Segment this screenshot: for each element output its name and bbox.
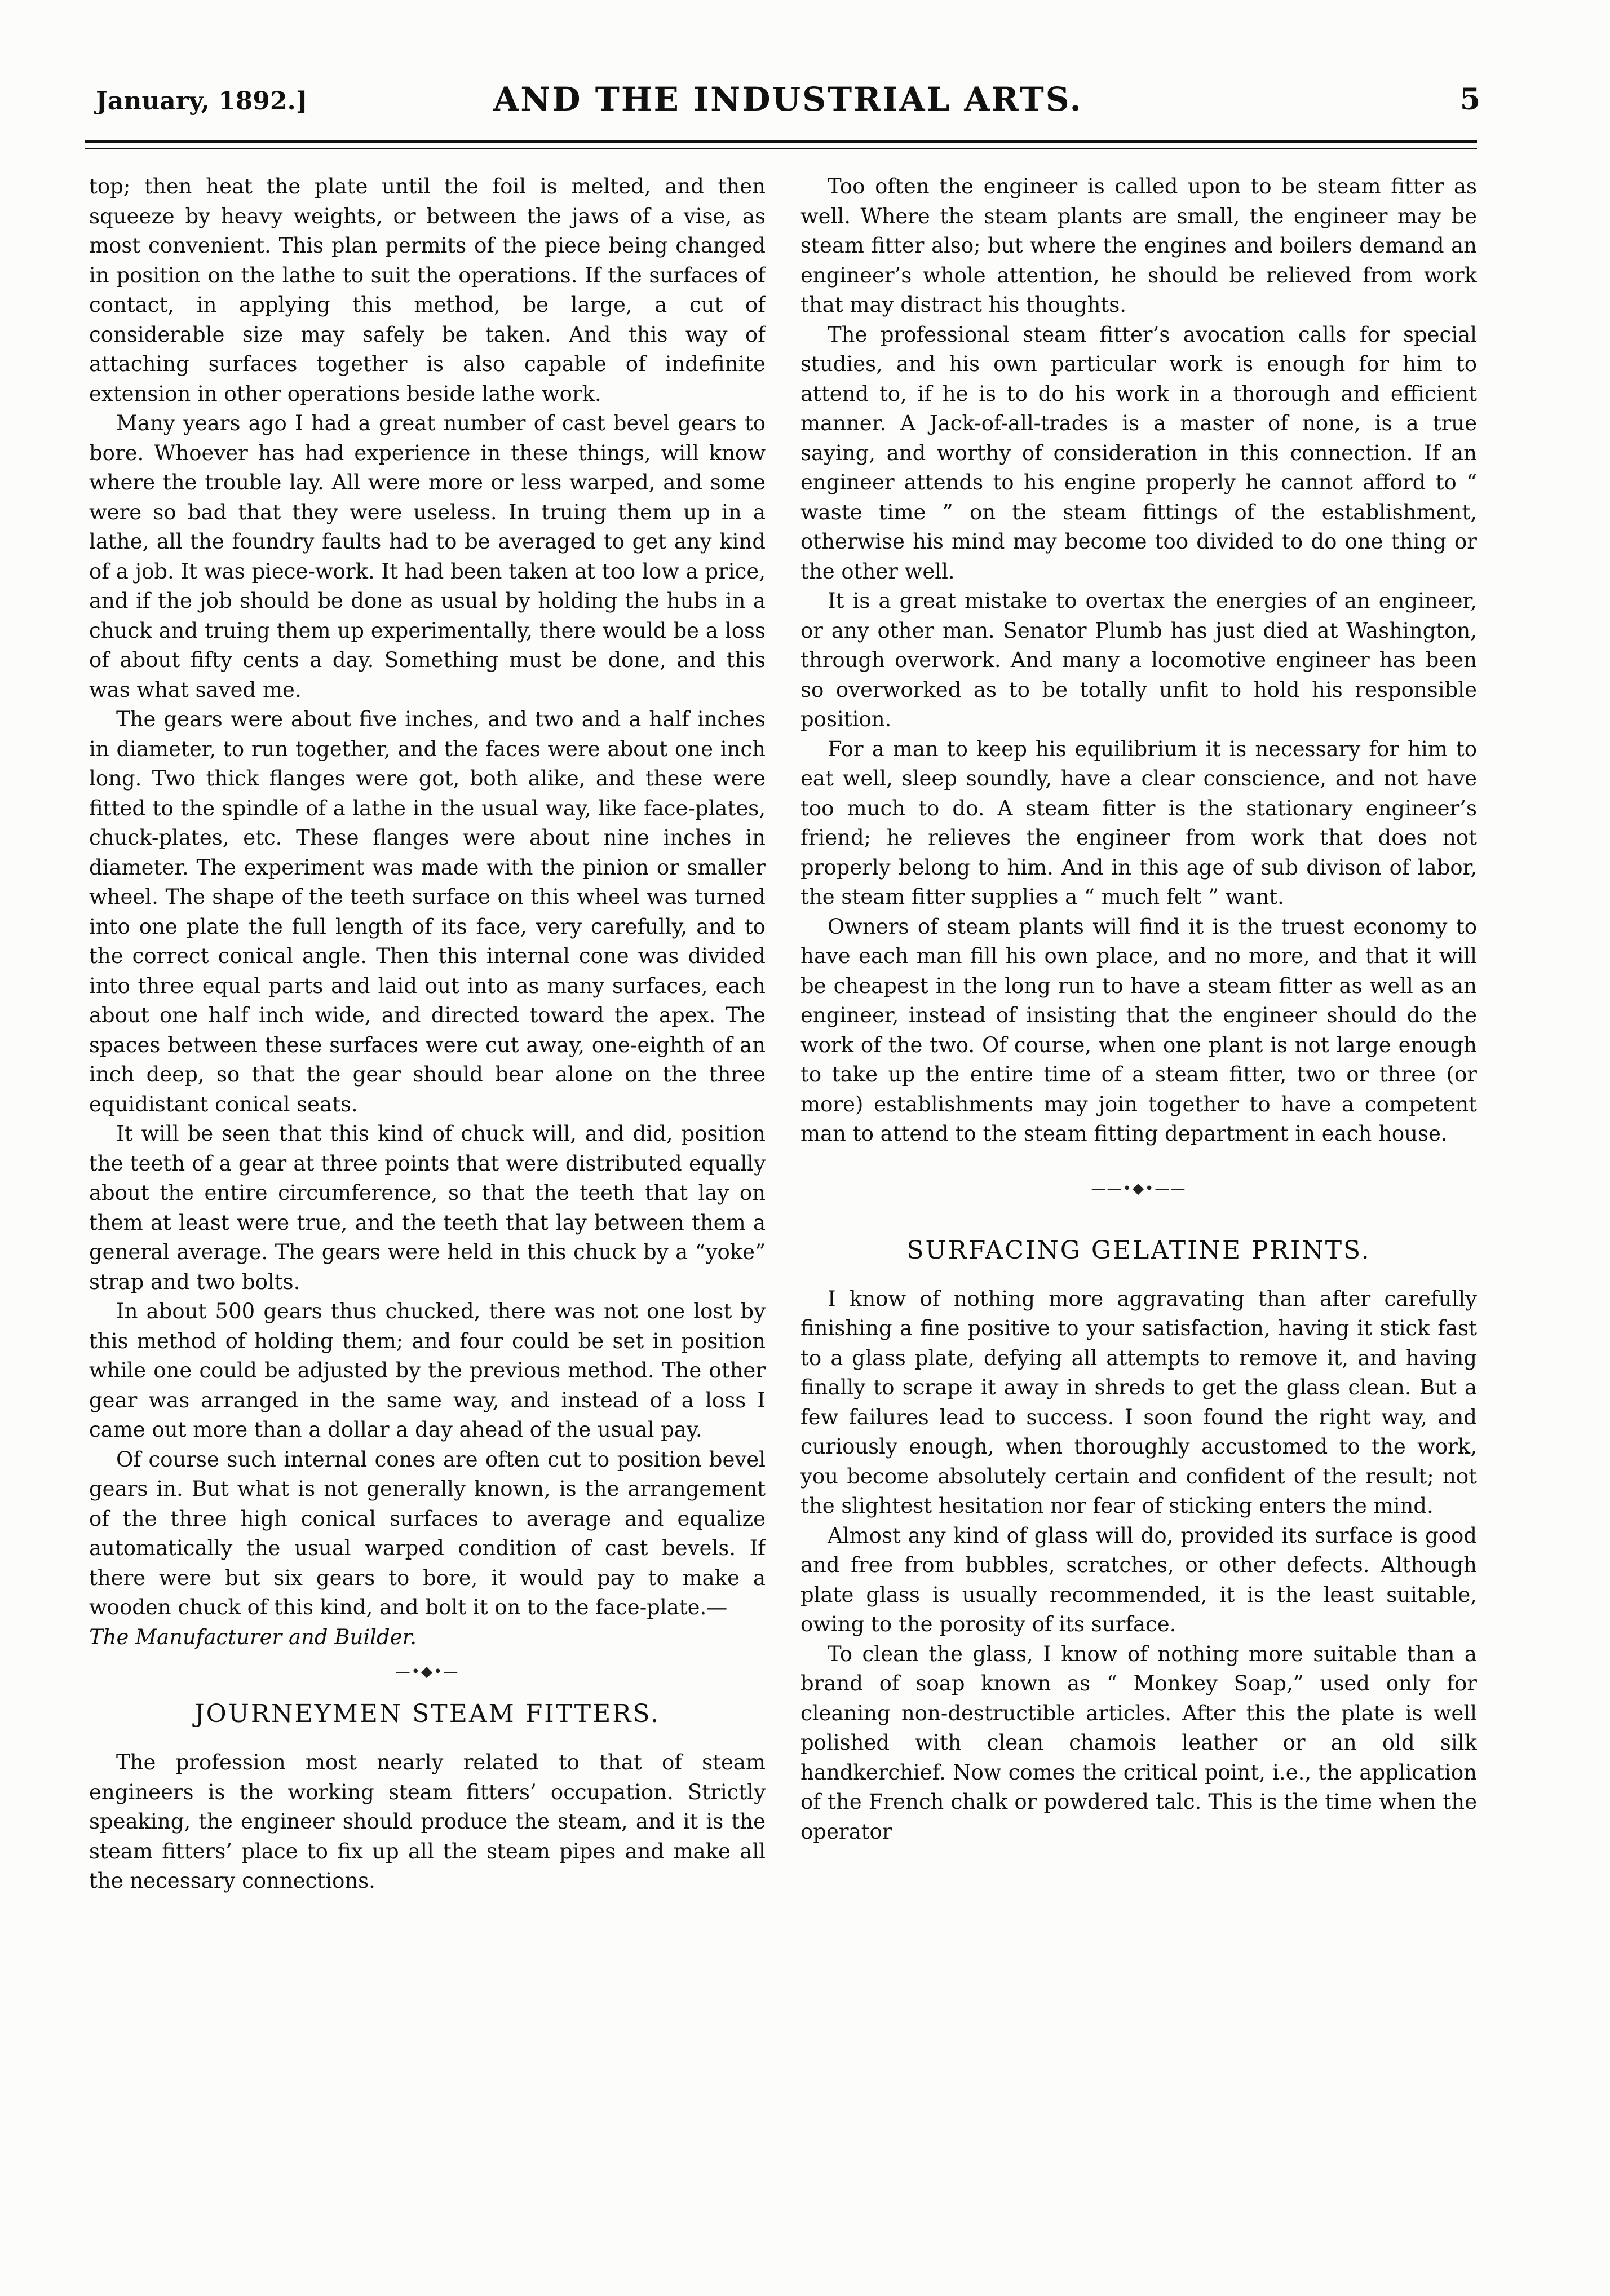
ornament-divider: ——•◆•—— bbox=[1091, 1180, 1187, 1197]
header-rule-thin bbox=[85, 148, 1477, 149]
left-column bbox=[89, 172, 766, 2241]
header-rule bbox=[85, 140, 1477, 143]
paragraph: The gears were about five inches, and two and a half inches in diameter, to run together, and the faces were about one inch long. Two thick flanges were got, both alike, and these were fitted to the spindle of a lathe in the usual way, like face-plates, chuck-plates, etc. These flanges were about nine inches in diameter. The experiment was made with the pinion or smaller wheel. The shape of the teeth surface on this wheel was turned into one plate the full length of its face, very carefully, and to the correct conical angle. Then this internal cone was divided into three equal parts and laid out into as many surfaces, each about one half inch wide, and directed toward the apex. The spaces between these surfaces were cut away, one-eighth of an inch deep, so that the gear should bear alone on the three equidistant conical seats. bbox=[89, 707, 766, 1116]
publication-title: AND THE INDUSTRIAL ARTS. bbox=[493, 80, 1083, 118]
paragraph: Of course such internal cones are often cut to position bevel gears in. But what is not generally known, is the arrangement of the three high conical surfaces to average and equalize automatically the usual warped condition of cast bevels. If there were but six gears to bore, it would pay to make a wooden chuck of this kind, and bolt it on to the face-plate.— bbox=[89, 1447, 766, 1619]
running-head bbox=[96, 80, 1480, 120]
source-attribution bbox=[89, 1623, 766, 1653]
paragraph: It is a great mistake to overtax the energies of an engineer, or any other man. Senator Plumb has just died at Washington, through overwork. And many a locomotive engineer has been so overworked as to be totally unfit to hold his responsible position. bbox=[800, 589, 1477, 731]
attribution-text: The Manufacturer and Builder. bbox=[89, 1624, 417, 1649]
paragraph: To clean the glass, I know of nothing more suitable than a brand of soap known as “ Monkey Soap,” used only for cleaning non-destructible articles. After this the plate is well polished with clean chamois leather or an old silk handkerchief. Now comes the critical point, i.e., the application of the French chalk or powdered talc. This is the time when the operator bbox=[800, 1641, 1477, 1844]
paragraph: The professional steam fitter’s avocation calls for special studies, and his own particular work is enough for him to attend to, if he is to do his work in a thorough and efficient manner. A Jack-of-all-trades is a master of none, is a true saying, and worthy of consideration in this connection. If an engineer attends to his engine properly he cannot afford to “ waste time ” on the steam fittings of the establishment, otherwise his mind may become too divided to do one thing or the other well. bbox=[800, 322, 1477, 584]
paragraph: Almost any kind of glass will do, provided its surface is good and free from bubbles, scratches, or other defects. Although plate glass is usually recommended, it is the least suitable, owing to the porosity of its surface. bbox=[800, 1523, 1477, 1636]
ornament-divider: —•◆•— bbox=[395, 1663, 459, 1680]
right-column bbox=[800, 172, 1477, 2241]
paragraph: I know of nothing more aggravating than after carefully finishing a fine positive to your satisfaction, having it stick fast to a glass plate, defying all attempts to remove it, and having finally to scrape it away in shreds to get the glass clean. But a few failures lead to success. I soon found the right way, and curiously enough, when thoroughly accustomed to the work, you become absolutely certain and confident of the result; not the slightest hesitation nor fear of sticking enters the mind. bbox=[800, 1286, 1477, 1518]
page-number: 5 bbox=[1459, 82, 1480, 117]
article-heading: JOURNEYMEN STEAM FITTERS. bbox=[194, 1699, 660, 1728]
paragraph: The profession most nearly related to that of steam engineers is the working steam fitters’ occupation. Strictly speaking, the engineer should produce the steam, and it is the steam fitters’ place to fix up all the steam pipes and make all the necessary connections. bbox=[89, 1750, 766, 1893]
article-heading: SURFACING GELATINE PRINTS. bbox=[906, 1235, 1371, 1265]
paragraph: top; then heat the plate until the foil is melted, and then squeeze by heavy weights, or between the jaws of a vise, as most convenient. This plan permits of the piece being changed in position on the lathe to suit the operations. If the surfaces of contact, in applying this method, be large, a cut of considerable size may safely be taken. And this way of attaching surfaces together is also capable of indefinite extension in other operations beside lathe work. bbox=[89, 174, 766, 406]
paragraph: In about 500 gears thus chucked, there was not one lost by this method of holding them; and four could be set in position while one could be adjusted by the previous method. The other gear was arranged in the same way, and instead of a loss I came out more than a dollar a day ahead of the usual pay. bbox=[89, 1299, 766, 1442]
paragraph: Owners of steam plants will find it is the truest economy to have each man fill his own place, and no more, and that it will be cheapest in the long run to have a steam fitter as well as an engineer, instead of insisting that the engineer should do the work of the two. Of course, when one plant is not large enough to take up the entire time of a steam fitter, two or three (or more) establishments may join together to have a competent man to attend to the steam fitting department in each house. bbox=[800, 914, 1477, 1146]
paragraph: It will be seen that this kind of chuck will, and did, position the teeth of a gear at three points that were distributed equally about the entire circumference, so that the teeth that lay on them at least were true, and the teeth that lay between them a general average. The gears were held in this chuck by a “yoke” strap and two bolts. bbox=[89, 1121, 766, 1294]
issue-date: January, 1892.] bbox=[96, 87, 308, 116]
paragraph: Many years ago I had a great number of cast bevel gears to bore. Whoever has had experience in these things, will know where the trouble lay. All were more or less warped, and some were so bad that they were useless. In truing them up in a lathe, all the foundry faults had to be averaged to get any kind of a job. It was piece-work. It had been taken at too low a price, and if the job should be done as usual by holding the hubs in a chuck and truing them up experimentally, there would be a loss of about fifty cents a day. Something must be done, and this was what saved me. bbox=[89, 411, 766, 702]
paragraph: Too often the engineer is called upon to be steam fitter as well. Where the steam plants are small, the engineer may be steam fitter also; but where the engines and boilers demand an engineer’s whole attention, he should be relieved from work that may distract his thoughts. bbox=[800, 174, 1477, 317]
paragraph: For a man to keep his equilibrium it is necessary for him to eat well, sleep soundly, have a clear conscience, and not have too much to do. A steam fitter is the stationary engineer’s friend; he relieves the engineer from work that does not properly belong to him. And in this age of sub divison of labor, the steam fitter supplies a “ much felt ” want. bbox=[800, 736, 1477, 909]
